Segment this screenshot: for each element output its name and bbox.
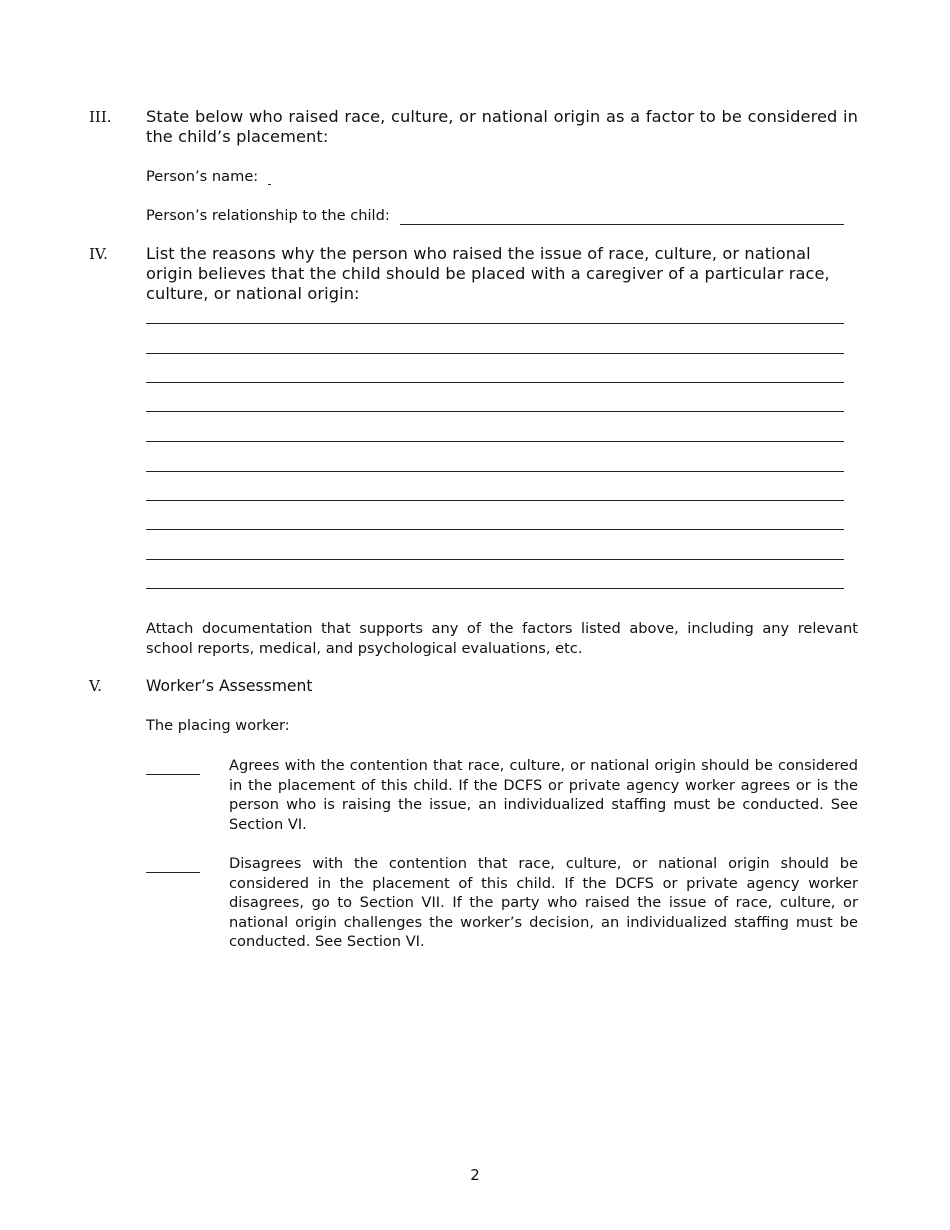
- reason-line[interactable]: [146, 588, 844, 589]
- attach-documentation-note: Attach documentation that supports any of the factors listed above, including any relevant school reports, medical, and psychological evaluations, etc.: [146, 620, 858, 657]
- agree-check-blank[interactable]: [146, 774, 200, 775]
- section-iv-text: List the reasons why the person who raised the issue of race, culture, or national origin believes that the child should be placed with a caregiver of a particular race, culture, or national origin:: [146, 244, 830, 303]
- reason-line[interactable]: [146, 441, 844, 442]
- section-iii-text: State below who raised race, culture, or national origin as a factor to be considered in the child’s placement:: [146, 107, 858, 146]
- disagree-option-text: Disagrees with the contention that race, culture, or national origin should be considered in the placement of this child. If the DCFS or private agency worker disagrees, go to Section VII. If the party who raised the issue of race, culture, or national origin challenges the worker’s decision, an individualized staffing must be conducted. See Section VI.: [229, 855, 858, 950]
- agree-option-text: Agrees with the contention that race, culture, or national origin should be considered in the placement of this child. If the DCFS or private agency worker agrees or is the person who is raising the issue, an individualized staffing must be conducted. See Section VI.: [229, 757, 858, 833]
- reason-line[interactable]: [146, 353, 844, 354]
- persons-name-field[interactable]: [268, 184, 271, 185]
- reason-line[interactable]: [146, 559, 844, 560]
- persons-name-label: Person’s name:: [146, 168, 259, 185]
- section-iii-number: III.: [89, 108, 112, 126]
- relationship-field[interactable]: [400, 224, 844, 225]
- placing-worker-intro: The placing worker:: [146, 717, 290, 734]
- reason-line[interactable]: [146, 471, 844, 472]
- reason-line[interactable]: [146, 411, 844, 412]
- section-v-title: Worker’s Assessment: [146, 677, 313, 695]
- page-number: 2: [470, 1166, 480, 1184]
- reason-line[interactable]: [146, 323, 844, 324]
- disagree-check-blank[interactable]: [146, 872, 200, 873]
- relationship-label: Person’s relationship to the child:: [146, 207, 390, 224]
- reason-line[interactable]: [146, 382, 844, 383]
- reason-line[interactable]: [146, 529, 844, 530]
- reason-line[interactable]: [146, 500, 844, 501]
- section-iv-number: IV.: [89, 245, 108, 263]
- section-v-number: V.: [89, 677, 102, 695]
